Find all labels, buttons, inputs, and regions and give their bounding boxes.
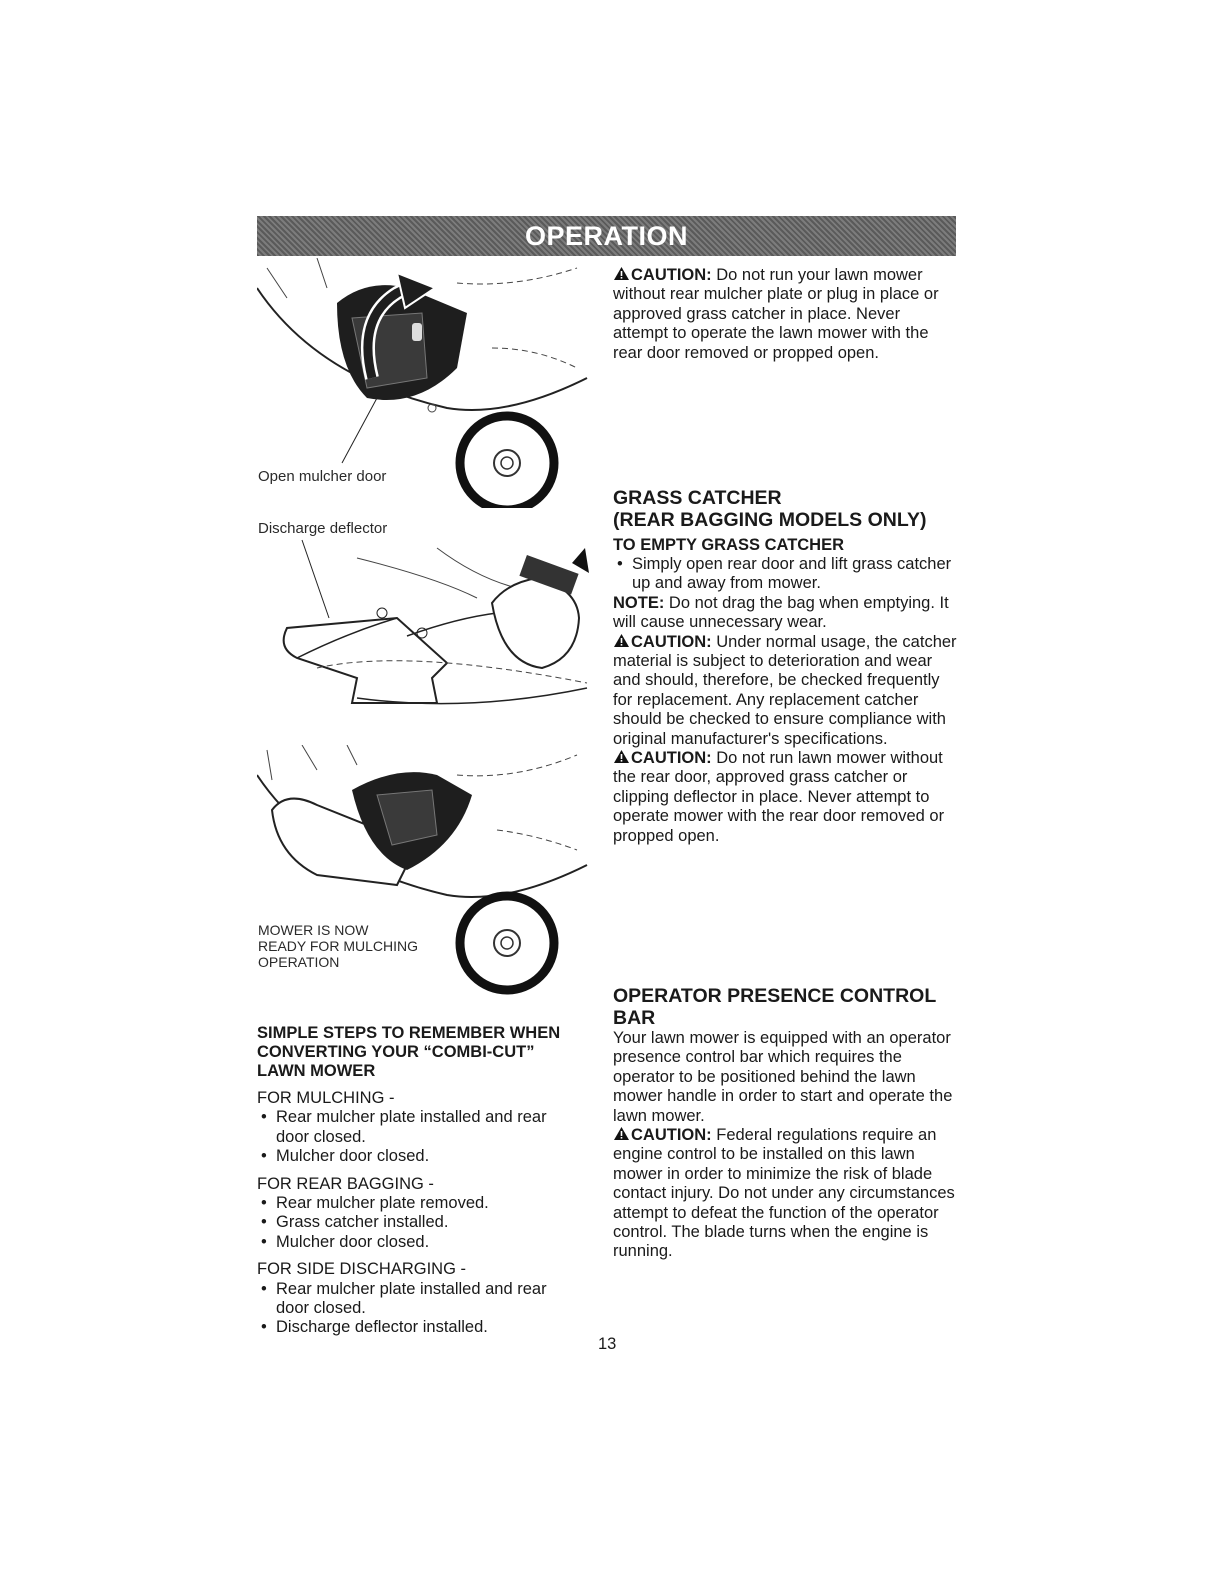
- grass-catcher-section: [613, 487, 958, 846]
- empty-catcher-subheading: TO EMPTY GRASS CATCHER: [613, 536, 845, 554]
- operator-presence-body: Your lawn mower is equipped with an operator presence control bar which requires the operator to be positioned behind the lawn mower handle in order to start and operate the lawn mower.: [613, 1029, 953, 1125]
- list-item: • Rear mulcher plate removed.: [257, 1194, 592, 1213]
- operator-presence-section: [613, 985, 958, 1262]
- figure-open-mulcher-door: [257, 258, 602, 508]
- note-paragraph: [613, 594, 958, 633]
- caution-label: CAUTION:: [631, 1126, 712, 1145]
- caution-text: Under normal usage, the catcher material is subject to deterioration and wear and should, therefore, be checked frequently for replacement. Any replacement catcher should be checked to ensure compliance with original manufacturer's specifications.: [613, 632, 957, 748]
- caution-paragraph: [613, 266, 958, 363]
- warning-icon: [613, 633, 630, 648]
- caution-paragraph: [613, 1126, 958, 1262]
- warning-icon: [613, 1126, 630, 1141]
- figure-ready-for-mulching: [257, 745, 602, 1005]
- warning-icon: [613, 266, 630, 281]
- section-banner: [257, 216, 956, 256]
- caution-label: CAUTION:: [631, 266, 712, 284]
- label-ready-for-mulching: MOWER IS NOW READY FOR MULCHING OPERATION: [258, 922, 418, 970]
- list-item: • Rear mulcher plate installed and rear door closed.: [257, 1280, 576, 1319]
- caution-paragraph: [613, 633, 958, 749]
- list-item: • Rear mulcher plate installed and rear door closed.: [257, 1108, 576, 1147]
- page-number: 13: [598, 1335, 617, 1353]
- figure-discharge-deflector: [257, 518, 602, 723]
- note-label: NOTE:: [613, 593, 665, 612]
- simple-steps-section: [257, 1024, 592, 1338]
- caution-text: Do not run lawn mower without the rear door, approved grass catcher or clipping deflector in place. Never attempt to operate mower with the rear door removed or propped open.: [613, 749, 945, 845]
- note-text: Do not drag the bag when emptying. It will cause unnecessary wear.: [613, 593, 949, 632]
- top-caution-block: [613, 266, 958, 363]
- label-discharge-deflector: Discharge deflector: [258, 520, 388, 537]
- caution-paragraph: [613, 749, 958, 846]
- list-item: • Simply open rear door and lift grass catcher up and away from mower.: [613, 555, 958, 594]
- caution-text: Federal regulations require an engine control to be installed on this lawn mower in order to minimize the risk of blade contact injury. Do not under any circumstances attempt to defeat the function of the operator control. The blade turns when the engine is running.: [613, 1126, 955, 1261]
- label-open-mulcher-door: Open mulcher door: [258, 468, 387, 485]
- caution-text: Do not run your lawn mower without rear mulcher plate or plug in place or approved grass catcher in place. Never attempt to operate the lawn mower with the rear door removed or propped open.: [613, 266, 939, 362]
- mower-illustration-2: [257, 518, 602, 723]
- side-discharging-label: FOR SIDE DISCHARGING -: [257, 1260, 467, 1279]
- warning-icon: [613, 749, 630, 764]
- list-item: • Grass catcher installed.: [257, 1213, 592, 1232]
- list-item: • Mulcher door closed.: [257, 1233, 592, 1252]
- caution-label: CAUTION:: [631, 632, 712, 651]
- section-title: OPERATION: [524, 220, 688, 251]
- grass-catcher-heading-sub: (REAR BAGGING MODELS ONLY): [613, 509, 927, 531]
- simple-steps-heading: SIMPLE STEPS TO REMEMBER WHEN CONVERTING YOUR “COMBI-CUT” LAWN MOWER: [257, 1024, 561, 1080]
- bagging-label: FOR REAR BAGGING -: [257, 1174, 434, 1193]
- caution-label: CAUTION:: [631, 749, 712, 768]
- operator-presence-heading: OPERATOR PRESENCE CONTROL BAR: [613, 985, 936, 1029]
- list-item: • Mulcher door closed.: [257, 1147, 592, 1166]
- list-item: • Discharge deflector installed.: [257, 1318, 592, 1337]
- mulching-label: FOR MULCHING -: [257, 1089, 395, 1107]
- grass-catcher-heading: GRASS CATCHER: [613, 487, 782, 509]
